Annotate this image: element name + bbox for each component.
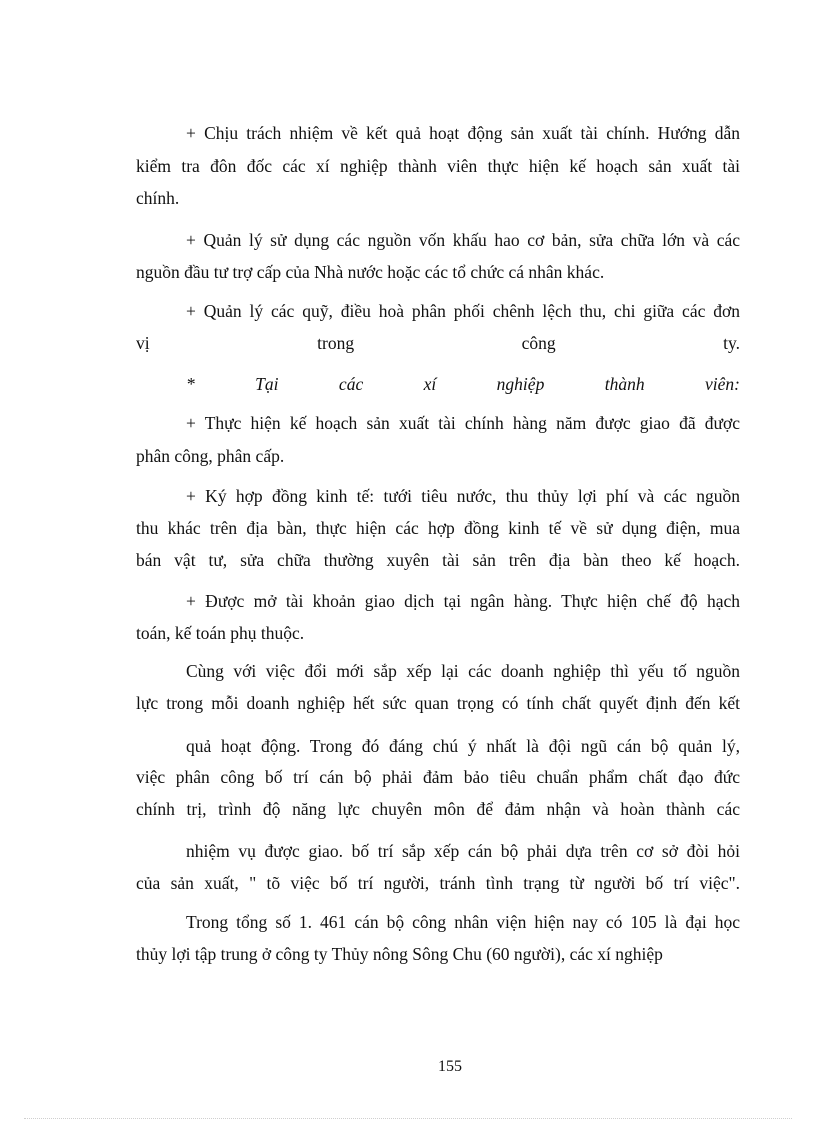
text-line: chính. [136,188,180,208]
text-line: + Ký hợp đồng kinh tế: tưới tiêu nước, thu thủy lợi phí và các nguồn [186,486,740,506]
text-line: + Được mở tài khoản giao dịch tại ngân hàng. Thực hiện chế độ hạch [186,591,740,611]
text-line: nhiệm vụ được giao. bố trí sắp xếp cán bộ phải dựa trên cơ sở đòi hỏi [186,841,740,861]
text-line: việc phân công bố trí cán bộ phải đảm bảo tiêu chuẩn phẩm chất đạo đức [136,767,740,787]
text-line: Cùng với việc đổi mới sắp xếp lại các doanh nghiệp thì yếu tố nguồn [186,661,740,681]
text-line: Trong tổng số 1. 461 cán bộ công nhân viện hiện nay có 105 là đại học [186,912,740,932]
text-line: phân công, phân cấp. [136,446,285,466]
page-bottom-divider [24,1118,792,1119]
text-line: của sản xuất, " tõ việc bố trí người, tránh tình trạng từ người bố trí việc". [136,873,740,893]
text-line: toán, kế toán phụ thuộc. [136,623,305,643]
text-line: kiểm tra đôn đốc các xí nghiệp thành viên thực hiện kế hoạch sản xuất tài [136,156,740,176]
text-line: chính trị, trình độ năng lực chuyên môn để đảm nhận và hoàn thành các [136,799,740,819]
text-line: + Thực hiện kế hoạch sản xuất tài chính hàng năm được giao đã được [186,413,740,433]
text-line: quả hoạt động. Trong đó đáng chú ý nhất là đội ngũ cán bộ quản lý, [186,736,740,756]
text-line: + Chịu trách nhiệm về kết quả hoạt động sản xuất tài chính. Hướng dẫn [186,123,740,143]
text-line: + Quản lý sử dụng các nguồn vốn khấu hao cơ bản, sửa chữa lớn và các [186,230,740,250]
text-line: + Quản lý các quỹ, điều hoà phân phối chênh lệch thu, chi giữa các đơn [186,301,740,321]
text-line: nguồn đầu tư trợ cấp của Nhà nước hoặc các tổ chức cá nhân khác. [136,262,605,282]
text-line: thu khác trên địa bàn, thực hiện các hợp đồng kinh tế về sử dụng điện, mua [136,518,740,538]
text-line: vị trong công ty. [136,333,740,353]
page-number: 155 [438,1058,462,1075]
text-line: thủy lợi tập trung ở công ty Thủy nông Sông Chu (60 người), các xí nghiệp [136,944,663,964]
section-heading: * Tại các xí nghiệp thành viên: [186,374,740,394]
text-line: lực trong mỗi doanh nghiệp hết sức quan trọng có tính chất quyết định đến kết [136,693,740,713]
text-line: bán vật tư, sửa chữa thường xuyên tài sản trên địa bàn theo kế hoạch. [136,550,740,570]
